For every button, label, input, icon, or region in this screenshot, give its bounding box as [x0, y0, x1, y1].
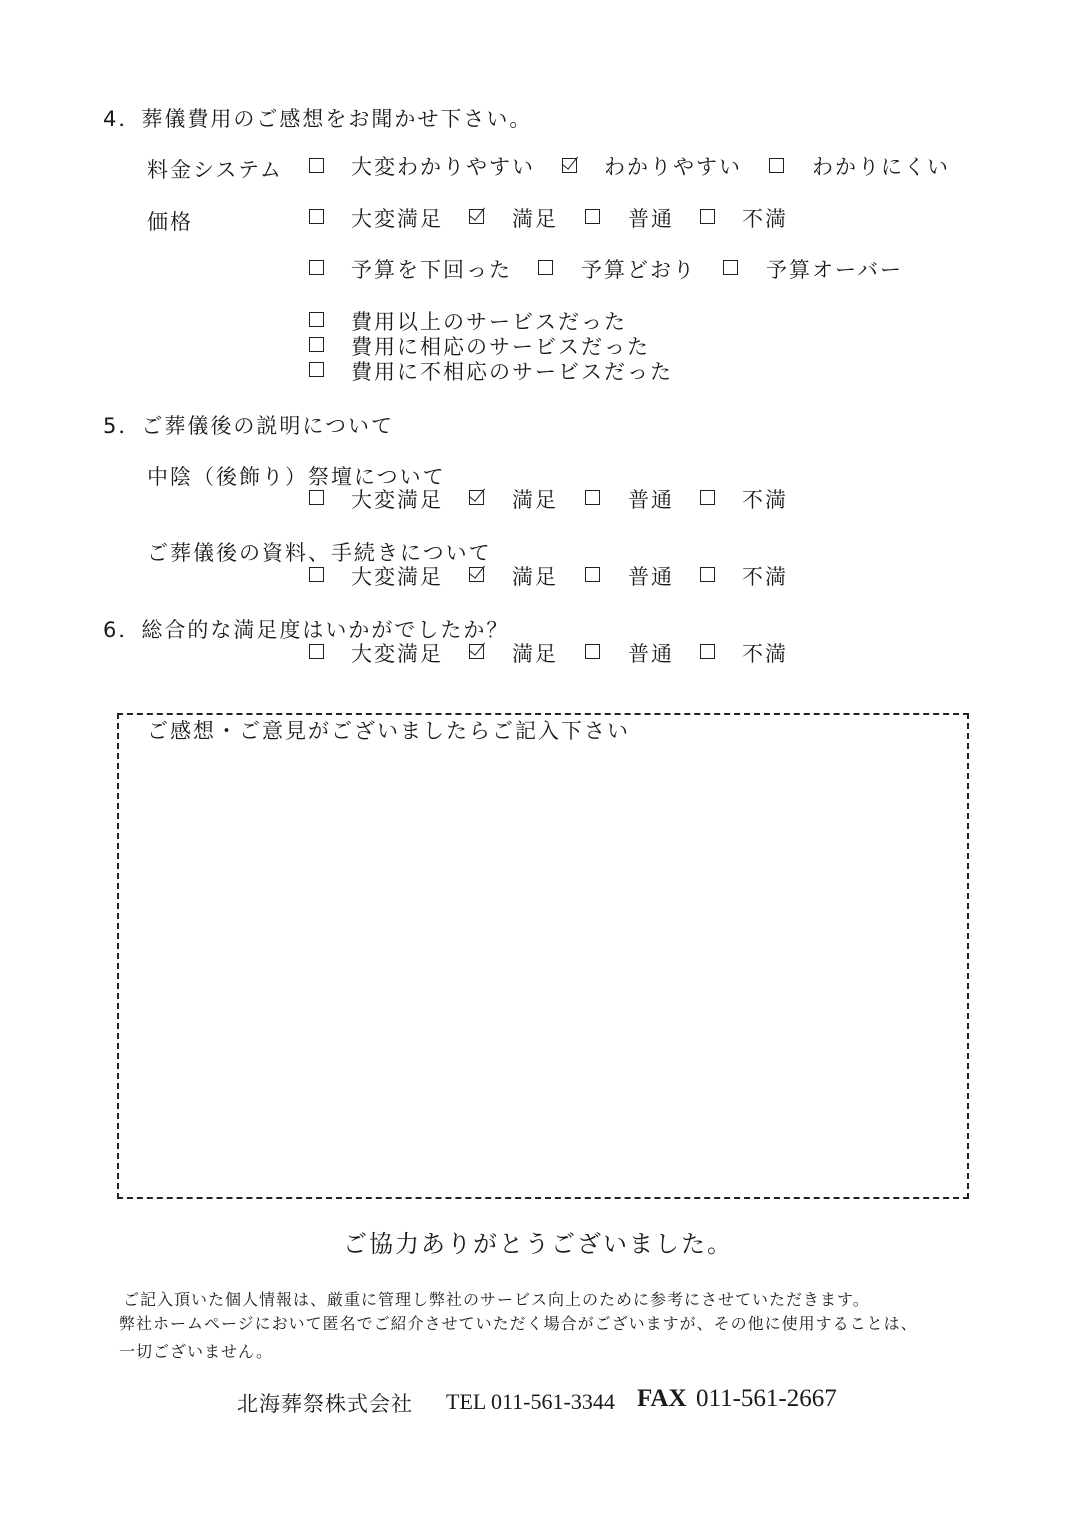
privacy-note-line-1: ご記入頂いた個人情報は、厳重に管理し弊社のサービス向上のために参考にさせていただきます。 [123, 1290, 870, 1309]
documents-option-2-checkbox[interactable] [469, 567, 484, 582]
fee-system-option-3-checkbox[interactable] [769, 158, 784, 173]
fax-number: 011-561-2667 [696, 1385, 837, 1412]
budget-option-2-label: 予算どおり [581, 258, 696, 282]
price-option-1-label: 大変満足 [351, 207, 443, 231]
price-option-2-checkbox[interactable] [469, 209, 484, 224]
overall-option-2-label: 満足 [512, 642, 558, 666]
fee-system-option-2-checkbox[interactable] [562, 158, 577, 173]
overall-option-4-label: 不満 [742, 642, 788, 666]
privacy-note-line-3: 一切ございません。 [119, 1342, 273, 1361]
value-option-3-label: 費用に不相応のサービスだった [351, 360, 673, 384]
budget-option-2-checkbox[interactable] [538, 260, 553, 275]
privacy-note-line-2: 弊社ホームページにおいて匿名でご紹介させていただく場合がございますが、その他に使用することは、 [119, 1314, 918, 1333]
budget-option-1-checkbox[interactable] [309, 260, 324, 275]
fee-system-option-1-checkbox[interactable] [309, 158, 324, 173]
altar-option-4-label: 不満 [742, 488, 788, 512]
budget-option-3-label: 予算オーバー [766, 258, 903, 282]
question-5-title: 5．ご葬儀後の説明について [103, 414, 394, 438]
value-option-3-checkbox[interactable] [309, 362, 324, 377]
telephone-number: TEL 011-561-3344 [446, 1389, 615, 1414]
altar-option-3-checkbox[interactable] [585, 490, 600, 505]
altar-option-1-label: 大変満足 [351, 488, 443, 512]
documents-option-1-checkbox[interactable] [309, 567, 324, 582]
altar-option-4-checkbox[interactable] [700, 490, 715, 505]
thank-you-message: ご協力ありがとうございました。 [343, 1230, 733, 1258]
price-option-2-label: 満足 [512, 207, 558, 231]
question-6-title: 6．総合的な満足度はいかがでしたか？ [103, 618, 510, 642]
question-4-title: 4．葬儀費用のご感想をお聞かせ下さい。 [103, 107, 533, 131]
fee-system-option-1-label: 大変わかりやすい [351, 155, 535, 179]
documents-option-1-label: 大変満足 [351, 565, 443, 589]
overall-option-1-checkbox[interactable] [309, 644, 324, 659]
company-name: 北海葬祭株式会社 [237, 1392, 413, 1416]
overall-option-3-checkbox[interactable] [585, 644, 600, 659]
overall-option-4-checkbox[interactable] [700, 644, 715, 659]
price-option-1-checkbox[interactable] [309, 209, 324, 224]
overall-option-1-label: 大変満足 [351, 642, 443, 666]
documents-option-3-label: 普通 [628, 565, 674, 589]
budget-option-1-label: 予算を下回った [351, 258, 512, 282]
altar-option-2-checkbox[interactable] [469, 490, 484, 505]
price-option-4-checkbox[interactable] [700, 209, 715, 224]
documents-label: ご葬儀後の資料、手続きについて [147, 541, 492, 565]
altar-option-3-label: 普通 [628, 488, 674, 512]
value-option-2-label: 費用に相応のサービスだった [351, 335, 650, 359]
overall-option-2-checkbox[interactable] [469, 644, 484, 659]
price-option-3-label: 普通 [628, 207, 674, 231]
altar-option-1-checkbox[interactable] [309, 490, 324, 505]
price-label: 価格 [147, 210, 193, 234]
documents-option-2-label: 満足 [512, 565, 558, 589]
overall-option-3-label: 普通 [628, 642, 674, 666]
comments-box[interactable] [117, 713, 969, 1199]
value-option-2-checkbox[interactable] [309, 337, 324, 352]
price-option-4-label: 不満 [742, 207, 788, 231]
value-option-1-checkbox[interactable] [309, 312, 324, 327]
documents-option-4-checkbox[interactable] [700, 567, 715, 582]
documents-option-3-checkbox[interactable] [585, 567, 600, 582]
comments-title: ご感想・ご意見がございましたらご記入下さい [147, 719, 630, 743]
budget-option-3-checkbox[interactable] [723, 260, 738, 275]
documents-option-4-label: 不満 [742, 565, 788, 589]
altar-option-2-label: 満足 [512, 488, 558, 512]
fee-system-option-2-label: わかりやすい [604, 155, 742, 179]
fee-system-label: 料金システム [147, 158, 283, 182]
price-option-3-checkbox[interactable] [585, 209, 600, 224]
value-option-1-label: 費用以上のサービスだった [351, 310, 627, 334]
fee-system-option-3-label: わかりにくい [812, 155, 950, 179]
fax-label: FAX [637, 1385, 687, 1412]
altar-label: 中陰（後飾り）祭壇について [147, 465, 446, 489]
